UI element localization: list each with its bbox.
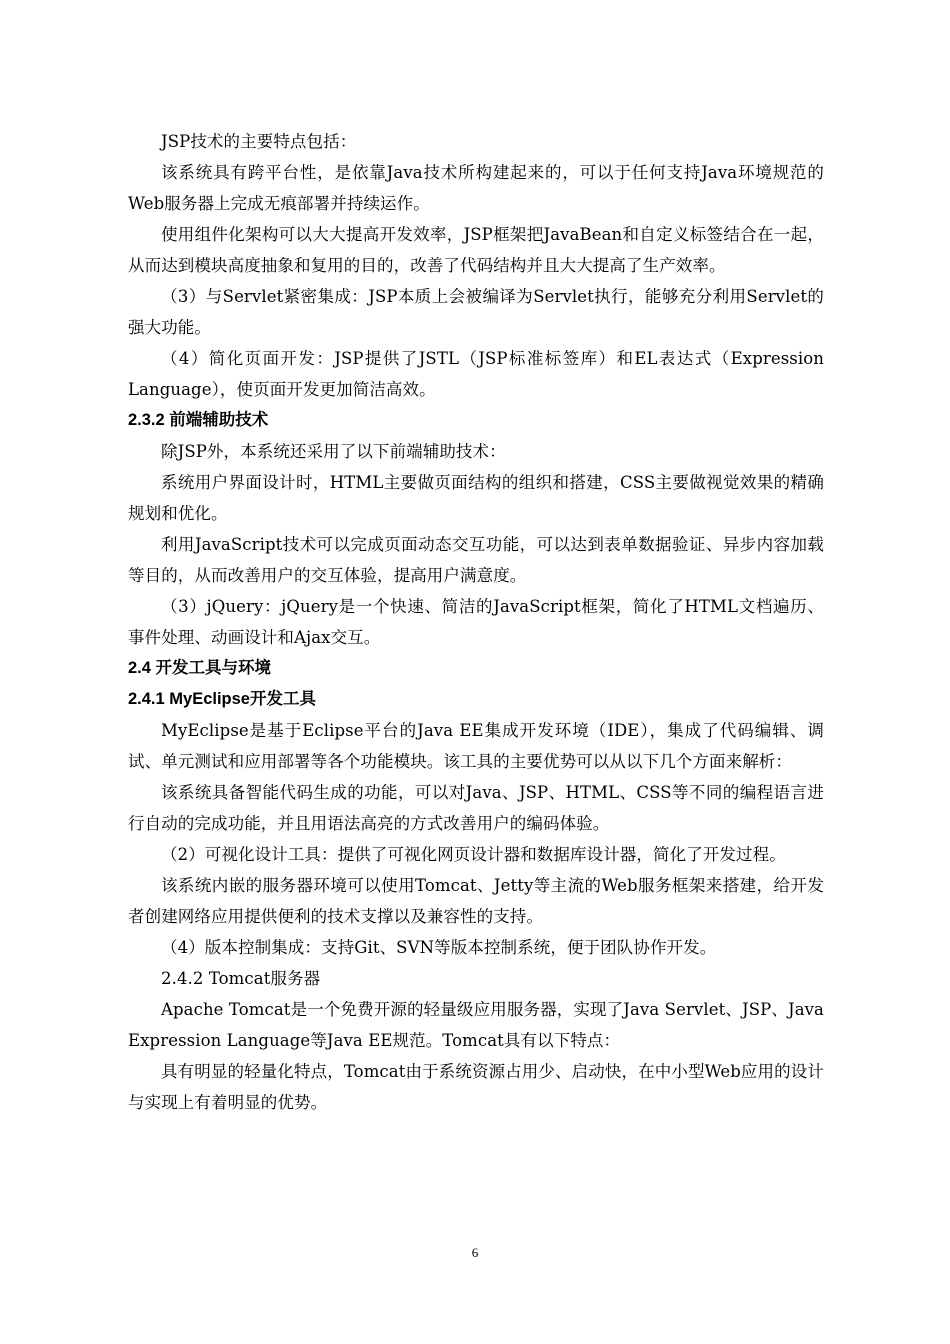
paragraph: 2.4.2 Tomcat服务器: [161, 969, 321, 988]
paragraph: 该系统具备智能代码生成的功能，可以对Java、JSP、HTML、CSS等不同的编程语言进行自动的完成功能，并且用语法高亮的方式改善用户的编码体验。: [128, 783, 824, 833]
paragraph: Apache Tomcat是一个免费开源的轻量级应用服务器，实现了Java Servlet、JSP、Java Expression Language等Java EE规范。Tomcat具有以下特点：: [128, 1000, 824, 1050]
paragraph: 使用组件化架构可以大大提高开发效率，JSP框架把JavaBean和自定义标签结合在一起，从而达到模块高度抽象和复用的目的，改善了代码结构并且大大提高了生产效率。: [128, 225, 824, 275]
paragraph: （3）jQuery：jQuery是一个快速、简洁的JavaScript框架，简化了HTML文档遍历、事件处理、动画设计和Ajax交互。: [128, 597, 824, 647]
section-heading: 2.3.2 前端辅助技术: [128, 411, 269, 429]
paragraph: MyEclipse是基于Eclipse平台的Java EE集成开发环境（IDE），集成了代码编辑、调试、单元测试和应用部署等各个功能模块。该工具的主要优势可以从以下几个方面来解析：: [128, 721, 824, 771]
paragraph: 系统用户界面设计时，HTML主要做页面结构的组织和搭建，CSS主要做视觉效果的精确规划和优化。: [128, 473, 824, 523]
paragraph: （2）可视化设计工具：提供了可视化网页设计器和数据库设计器，简化了开发过程。: [161, 845, 786, 864]
page-number: 6: [471, 1245, 479, 1260]
section-heading: 2.4 开发工具与环境: [128, 659, 272, 677]
paragraph: JSP技术的主要特点包括：: [161, 132, 357, 151]
paragraph: （3）与Servlet紧密集成：JSP本质上会被编译为Servlet执行，能够充分利用Servlet的强大功能。: [128, 287, 824, 337]
paragraph: 该系统内嵌的服务器环境可以使用Tomcat、Jetty等主流的Web服务框架来搭建，给开发者创建网络应用提供便利的技术支撑以及兼容性的支持。: [128, 876, 824, 926]
paragraph: 该系统具有跨平台性，是依靠Java技术所构建起来的，可以于任何支持Java环境规范的Web服务器上完成无痕部署并持续运作。: [128, 163, 824, 213]
paragraph: 除JSP外，本系统还采用了以下前端辅助技术：: [161, 442, 506, 461]
section-heading: 2.4.1 MyEclipse开发工具: [128, 690, 316, 708]
paragraph: （4）版本控制集成：支持Git、SVN等版本控制系统，便于团队协作开发。: [161, 938, 717, 957]
body-text: [128, 126, 824, 1118]
paragraph: （4）简化页面开发：JSP提供了JSTL（JSP标准标签库）和EL表达式（Expression Language），使页面开发更加简洁高效。: [128, 349, 824, 399]
paragraph: 具有明显的轻量化特点，Tomcat由于系统资源占用少、启动快，在中小型Web应用的设计与实现上有着明显的优势。: [128, 1062, 824, 1112]
paragraph: 利用JavaScript技术可以完成页面动态交互功能，可以达到表单数据验证、异步内容加载等目的，从而改善用户的交互体验，提高用户满意度。: [128, 535, 824, 585]
